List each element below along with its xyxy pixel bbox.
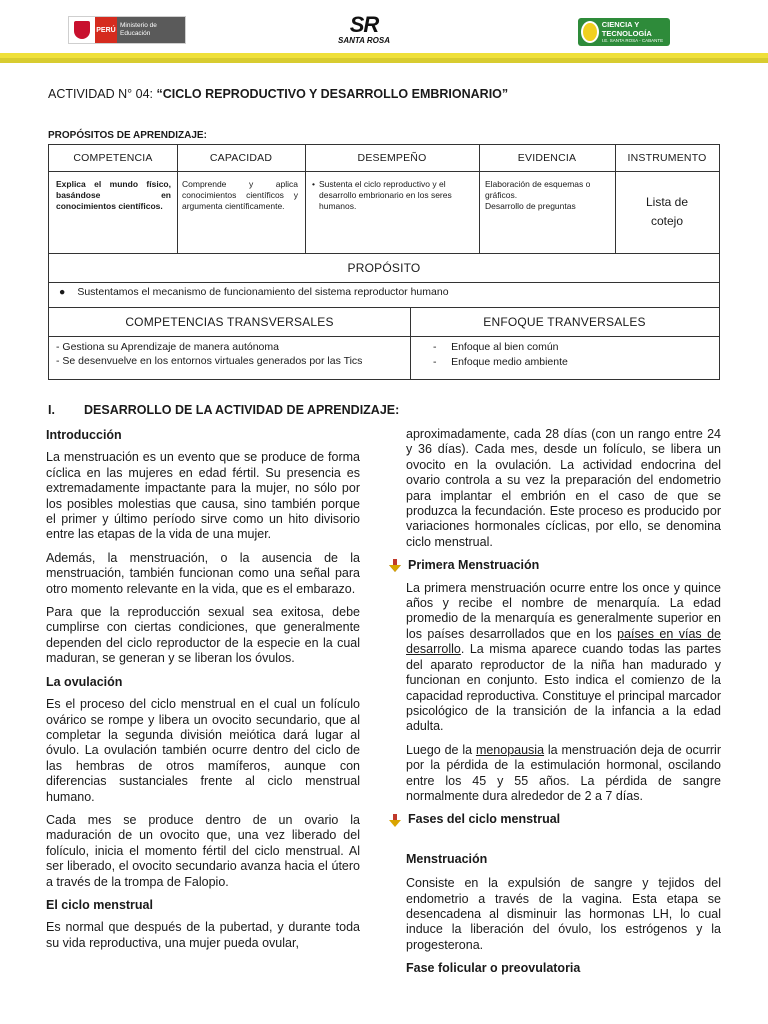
- header-rule: [0, 53, 768, 63]
- arrow-bullet-icon: [388, 814, 402, 827]
- heading-ciclo-menstrual: El ciclo menstrual: [46, 897, 153, 912]
- section-title: DESARROLLO DE LA ACTIVIDAD DE APRENDIZAJE:: [84, 403, 400, 417]
- header-capacidad: CAPACIDAD: [209, 152, 273, 164]
- header-instrumento: INSTRUMENTO: [627, 152, 707, 164]
- ministry-label: Ministerio de Educación: [117, 17, 185, 43]
- paises-link[interactable]: países en vías de desarrollo: [406, 626, 721, 657]
- ct-sub: I.E. SANTA ROSA - CABANTE: [601, 38, 664, 43]
- text-span: la menstruación deja de ocurrir por la pérdida de la estimulación hormonal, oscilando entre los 45 y 55 años. La pérdida de sangre normalmente dura alrededor de 2 a 7 días.: [406, 742, 721, 803]
- school-badge-icon: [581, 21, 599, 43]
- paragraph: [406, 743, 721, 805]
- cell-competencia: Explica el mundo físico, basándose en conocimientos científicos.: [56, 179, 171, 211]
- paragraph: Es normal que después de la pubertad, y durante toda su vida reproductiva, una mujer pueda ovular,: [46, 920, 360, 950]
- evidencia-item: Elaboración de esquemas o gráficos.: [485, 179, 591, 200]
- enfoque-item-text: Enfoque medio ambiente: [451, 356, 568, 368]
- ct-title: CIENCIA Y TECNOLOGÍA: [601, 20, 652, 38]
- menopausia-link[interactable]: menopausia: [475, 742, 545, 757]
- left-column: [46, 428, 360, 959]
- enfoque-list: [433, 340, 713, 370]
- transversal-item-text: Se desenvuelve en los entornos virtuales generados por las Tics: [62, 355, 363, 367]
- paragraph: [406, 581, 721, 735]
- bullet-icon: ●: [59, 286, 66, 298]
- minedu-logo: [68, 16, 186, 44]
- peru-shield-icon: [69, 17, 95, 43]
- proposito-text: Sustentamos el mecanismo de funcionamiento del sistema reproductor humano: [77, 286, 449, 298]
- heading-introduccion: Introducción: [46, 428, 122, 442]
- text-span: La primera menstruación ocurre entre los once y quince años y recibe el nombre de menarquía. La edad promedio de la menarquía es generalmente superior en los países desarrollados que en los: [406, 580, 721, 641]
- header-evidencia: EVIDENCIA: [517, 152, 577, 164]
- paragraph: Consiste en la expulsión de sangre y tejidos del endometrio a través de la vagina. Esta etapa se desencadena al disminuir las hormonas LH, lo cual induce la liberación del óvulo, los estrógenos y la progesterona.: [406, 876, 721, 952]
- enfoque-item-text: Enfoque al bien común: [451, 341, 559, 353]
- stub-dash: [53, 336, 67, 337]
- heading-text: Fases del ciclo menstrual: [408, 812, 561, 827]
- section-number: I.: [48, 403, 55, 417]
- evidencia-item: Desarrollo de preguntas: [485, 201, 576, 211]
- enfoque-item: - Enfoque al bien común: [433, 341, 559, 353]
- heading-fase-folicular: Fase folicular o preovulatoria: [406, 961, 581, 976]
- activity-prefix: ACTIVIDAD N° 04:: [48, 87, 157, 101]
- enfoque-header: ENFOQUE TRANVERSALES: [483, 314, 646, 329]
- heading-ovulacion: La ovulación: [46, 674, 123, 689]
- santa-rosa-logo: [328, 14, 400, 46]
- paragraph: aproximadamente, cada 28 días (con un rango entre 24 y 36 días). Cada mes, desde un folículo, se libera un ovocito en la ovulación. La actividad endocrina del ovario controla a su vez la preparación del endometrio para implantar el embrión en el caso de que se produzca la fecundación. Este proceso es producido por variaciones hormonales cíclicas, por ello, se denomina ciclo menstrual.: [406, 427, 721, 549]
- proposito-header: PROPÓSITO: [347, 260, 421, 275]
- paragraph: Para que la reproducción sexual sea exitosa, debe cumplirse con ciertas condiciones, que generalmente dependen del ciclo reproductor de la especie en la cual maduran, se generan y se liberan los óvulos.: [46, 605, 360, 666]
- paragraph: Es el proceso del ciclo menstrual en el cual un folículo ovárico se rompe y libera un ovocito secundario, que al completar la segunda división meiótica dará lugar al óvulo. La ovulación también ocurre dentro del ciclo de las hembras de otros mamíferos, aunque con diferencias sustanciales frente al ciclo menstrual humano.: [46, 697, 360, 804]
- purposes-table: [48, 144, 720, 380]
- paragraph: Cada mes se produce dentro de un ovario la maduración de un ovocito que, una vez liberado del folículo, inicia el momento fértil del ciclo menstrual. Al ser liberado, el ovocito secundario avanza hacia el útero a través de la trompa de Falopio.: [46, 812, 360, 889]
- cell-capacidad: Comprende y aplica conocimientos científicos y argumenta científicamente.: [182, 179, 298, 211]
- ciencia-tecnologia-logo: [578, 18, 670, 46]
- activity-name: “CICLO REPRODUCTIVO Y DESARROLLO EMBRIONARIO”: [156, 87, 509, 101]
- paragraph: Además, la menstruación, o la ausencia de la menstruación, también funcionan como una señal para otro momento relevante en la vida, que es el embarazo.: [46, 550, 360, 596]
- transversal-item: - Se desenvuelve en los entornos virtuales generados por las Tics: [56, 355, 363, 367]
- transversal-list: [56, 340, 406, 368]
- enfoque-item: - Enfoque medio ambiente: [433, 356, 568, 368]
- heading-primera-menstruacion: [388, 558, 721, 573]
- heading-fases: [388, 812, 721, 827]
- purposes-label: PROPÓSITOS DE APRENDIZAJE:: [48, 130, 207, 141]
- cell-desempeno: [312, 179, 472, 212]
- arrow-bullet-icon: [388, 559, 402, 572]
- transversal-header: COMPETENCIAS TRANSVERSALES: [125, 314, 334, 329]
- text-span: . La misma aparece cuando todas las partes del aparato reproductor de la niña han madurado y funcionan en conjunto. Esto indica el comienzo de la capacidad reproductiva. Constituye el principal marcador psicológico de la transición de la infancia a la edad adulta.: [406, 642, 721, 734]
- santa-rosa-mark: SR: [349, 12, 379, 37]
- header-desempeno: DESEMPEÑO: [357, 152, 427, 164]
- transversal-item: - Gestiona su Aprendizaje de manera autónoma: [56, 341, 279, 353]
- section-heading: [48, 403, 399, 417]
- right-column: [406, 427, 721, 984]
- proposito-row: [59, 285, 709, 299]
- cell-instrumento: Lista de cotejo: [645, 195, 689, 228]
- paragraph: La menstruación es un evento que se produce de forma cíclica en las mujeres en edad fértil. Su presencia es extremadamente impactante para la mujer, no sólo por los posibles molestias que causa, sino también porque el primer y último período sirve como un hito divisorio entre las etapas de la vida de una mujer.: [46, 450, 360, 542]
- header-competencia: COMPETENCIA: [73, 152, 153, 164]
- activity-title: [48, 87, 508, 101]
- transversal-item-text: Gestiona su Aprendizaje de manera autónoma: [62, 341, 279, 353]
- peru-label: PERÚ: [95, 17, 117, 43]
- text-span: Luego de la: [406, 742, 476, 757]
- desempeno-text: Sustenta el ciclo reproductivo y el desarrollo embrionario en los seres humanos.: [318, 179, 452, 211]
- bullet-icon: •: [312, 179, 315, 189]
- santa-rosa-name: SANTA ROSA: [338, 36, 390, 45]
- heading-menstruacion: Menstruación: [406, 851, 488, 866]
- cell-evidencia: [485, 179, 611, 212]
- heading-text: Primera Menstruación: [408, 558, 540, 573]
